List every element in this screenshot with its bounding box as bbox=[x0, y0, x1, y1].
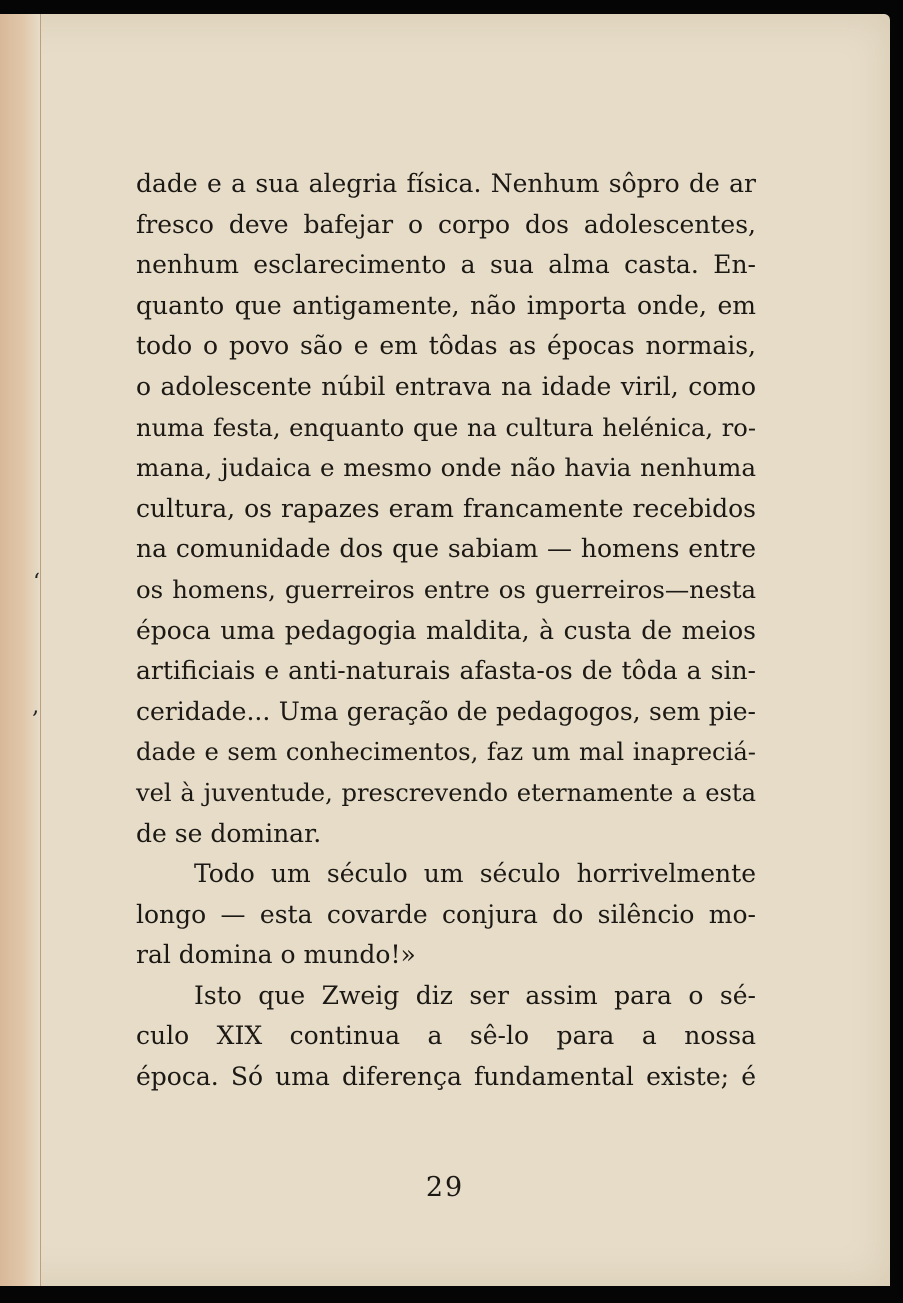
body-text bbox=[136, 164, 756, 1098]
margin-ink-mark: ‘ bbox=[33, 570, 40, 595]
text-line: vel à juventude, prescrevendo eternamente a esta bbox=[136, 778, 756, 807]
text-line: época uma pedagogia maldita, à custa de meios bbox=[136, 615, 756, 645]
text-line: ral domina o mundo!» bbox=[136, 940, 416, 970]
book-page bbox=[0, 14, 890, 1286]
text-line: de se dominar. bbox=[136, 818, 322, 848]
text-line: fresco deve bafejar o corpo dos adolescentes, bbox=[136, 209, 756, 239]
margin-ink-mark: ‚ bbox=[32, 694, 39, 719]
text-line: quanto que antigamente, não importa onde, em bbox=[136, 290, 756, 320]
text-line: cultura, os rapazes eram francamente recebidos bbox=[136, 493, 756, 523]
text-line: artificiais e anti-naturais afasta-os de tôda a sin- bbox=[136, 656, 756, 686]
page-binding-edge bbox=[0, 14, 41, 1286]
text-line: todo o povo são e em tôdas as épocas normais, bbox=[136, 331, 756, 361]
text-line: numa festa, enquanto que na cultura helénica, ro- bbox=[136, 413, 756, 442]
page-number: 29 bbox=[425, 1172, 465, 1203]
text-line: época. Só uma diferença fundamental existe; é bbox=[136, 1062, 756, 1092]
text-line: mana, judaica e mesmo onde não havia nenhuma bbox=[136, 453, 756, 483]
text-line: os homens, guerreiros entre os guerreiros—nesta bbox=[136, 574, 756, 604]
text-line: nenhum esclarecimento a sua alma casta. En- bbox=[136, 250, 756, 280]
text-line: dade e a sua alegria física. Nenhum sôpro de ar bbox=[136, 169, 756, 198]
text-line: ceridade... Uma geração de pedagogos, sem pie- bbox=[136, 696, 756, 726]
text-line: Isto que Zweig diz ser assim para o sé- bbox=[194, 980, 756, 1010]
text-line: longo — esta covarde conjura do silêncio mo- bbox=[136, 899, 756, 929]
text-line: Todo um século um século horrivelmente bbox=[194, 859, 756, 889]
text-line: o adolescente núbil entrava na idade viril, como bbox=[136, 371, 756, 401]
text-line: na comunidade dos que sabiam — homens entre bbox=[136, 534, 756, 564]
text-line: dade e sem conhecimentos, faz um mal inapreciá- bbox=[136, 737, 756, 767]
text-line: culo XIX continua a sê-lo para a nossa bbox=[136, 1021, 756, 1051]
